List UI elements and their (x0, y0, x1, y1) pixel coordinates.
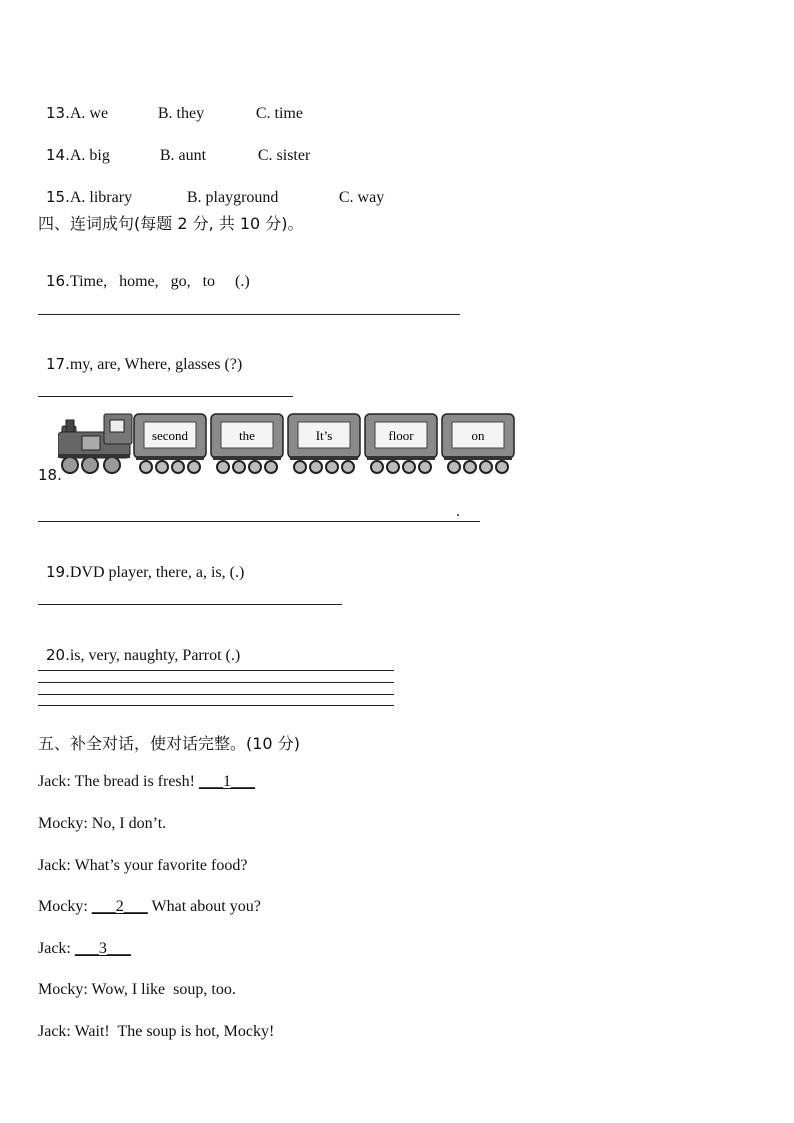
question-17 (38, 337, 242, 374)
wheel-icon (156, 461, 168, 473)
train-car-word: the (239, 428, 255, 443)
wheel-icon (448, 461, 460, 473)
blank-2[interactable]: ___2___ (91, 898, 148, 915)
train-picture (58, 410, 518, 480)
train-car (211, 414, 283, 473)
line-text: No, I don’t. (87, 815, 167, 832)
question-number: 19. (46, 563, 70, 581)
train-cars (134, 414, 514, 473)
wheel-icon (188, 461, 200, 473)
option-a: A. big (69, 147, 110, 164)
train-car-word: floor (388, 428, 414, 443)
wheel-icon (496, 461, 508, 473)
option-a: A. we (69, 105, 109, 122)
question-14 (38, 128, 310, 165)
question-number: 14. (46, 146, 70, 164)
section-4-heading: 四、连词成句(每题 2 分, 共 10 分)。 (38, 214, 304, 233)
train-car (442, 414, 514, 473)
train-car-word: It’s (315, 428, 333, 443)
question-number: 17. (46, 355, 70, 373)
locomotive-icon (58, 414, 132, 473)
blank-1[interactable]: ___1___ (198, 773, 255, 790)
question-18-number: 18. (38, 466, 62, 484)
speaker: Jack: (38, 1023, 71, 1040)
line-text: Wow, I like soup, too. (87, 981, 236, 998)
wheel-icon (140, 461, 152, 473)
question-number: 15. (46, 188, 70, 206)
wheel-icon (310, 461, 322, 473)
wheel-icon (464, 461, 476, 473)
question-text: Time, home, go, to (.) (69, 273, 250, 290)
train-car (134, 414, 206, 473)
wheel-icon (172, 461, 184, 473)
dialogue-line (38, 815, 166, 833)
answer-line[interactable] (38, 314, 460, 315)
speaker: Jack: (38, 773, 71, 790)
option-c: C. time (255, 105, 303, 122)
question-number: 13. (46, 104, 70, 122)
wheel-icon (371, 461, 383, 473)
dialogue-line (38, 940, 131, 958)
option-c: C. way (338, 189, 385, 206)
wheel-icon (217, 461, 229, 473)
train-car-word: second (151, 428, 189, 443)
train-car (288, 414, 360, 473)
wheel-icon (387, 461, 399, 473)
line-text: Wait! The soup is hot, Mocky! (70, 1023, 275, 1040)
line-text: The bread is fresh! (70, 773, 199, 790)
speaker: Mocky: (38, 815, 88, 832)
question-text: my, are, Where, glasses (?) (69, 356, 243, 373)
answer-line[interactable] (38, 694, 394, 695)
option-c: C. sister (257, 147, 311, 164)
answer-period: . (456, 503, 460, 520)
wheel-icon (249, 461, 261, 473)
speaker: Jack: (38, 857, 71, 874)
wheel-icon (233, 461, 245, 473)
question-text: DVD player, there, a, is, (.) (69, 564, 245, 581)
question-text: is, very, naughty, Parrot (.) (69, 647, 241, 664)
option-a: A. library (69, 189, 133, 206)
question-13 (38, 86, 303, 123)
line-text-after: What about you? (147, 898, 261, 915)
question-number: 16. (46, 272, 70, 290)
dialogue-line (38, 898, 261, 916)
train-car (365, 414, 437, 473)
option-b: B. playground (186, 189, 279, 206)
answer-line[interactable] (38, 682, 394, 683)
wheel-icon (480, 461, 492, 473)
answer-line[interactable] (38, 670, 394, 671)
question-16 (38, 254, 250, 291)
wheel-icon (294, 461, 306, 473)
line-text: What’s your favorite food? (70, 857, 248, 874)
wheel-icon (342, 461, 354, 473)
answer-line[interactable] (38, 604, 342, 605)
speaker: Mocky: (38, 981, 88, 998)
speaker: Jack: (38, 940, 71, 957)
blank-3[interactable]: ___3___ (74, 940, 131, 957)
dialogue-line (38, 773, 255, 791)
dialogue-line (38, 1023, 274, 1041)
option-b: B. aunt (159, 147, 207, 164)
question-number: 20. (46, 646, 70, 664)
question-15 (38, 170, 384, 207)
train-car-word: on (471, 428, 485, 443)
option-b: B. they (157, 105, 205, 122)
question-20 (38, 628, 240, 665)
answer-line[interactable] (38, 396, 293, 397)
wheel-icon (265, 461, 277, 473)
wheel-icon (326, 461, 338, 473)
answer-line[interactable] (38, 705, 394, 706)
question-19 (38, 545, 244, 582)
wheel-icon (403, 461, 415, 473)
dialogue-line (38, 981, 236, 999)
wheel-icon (419, 461, 431, 473)
speaker: Mocky: (38, 898, 88, 915)
dialogue-line (38, 857, 247, 875)
section-5-heading: 五、补全对话，使对话完整。(10 分) (38, 734, 300, 753)
answer-line[interactable] (38, 521, 480, 522)
